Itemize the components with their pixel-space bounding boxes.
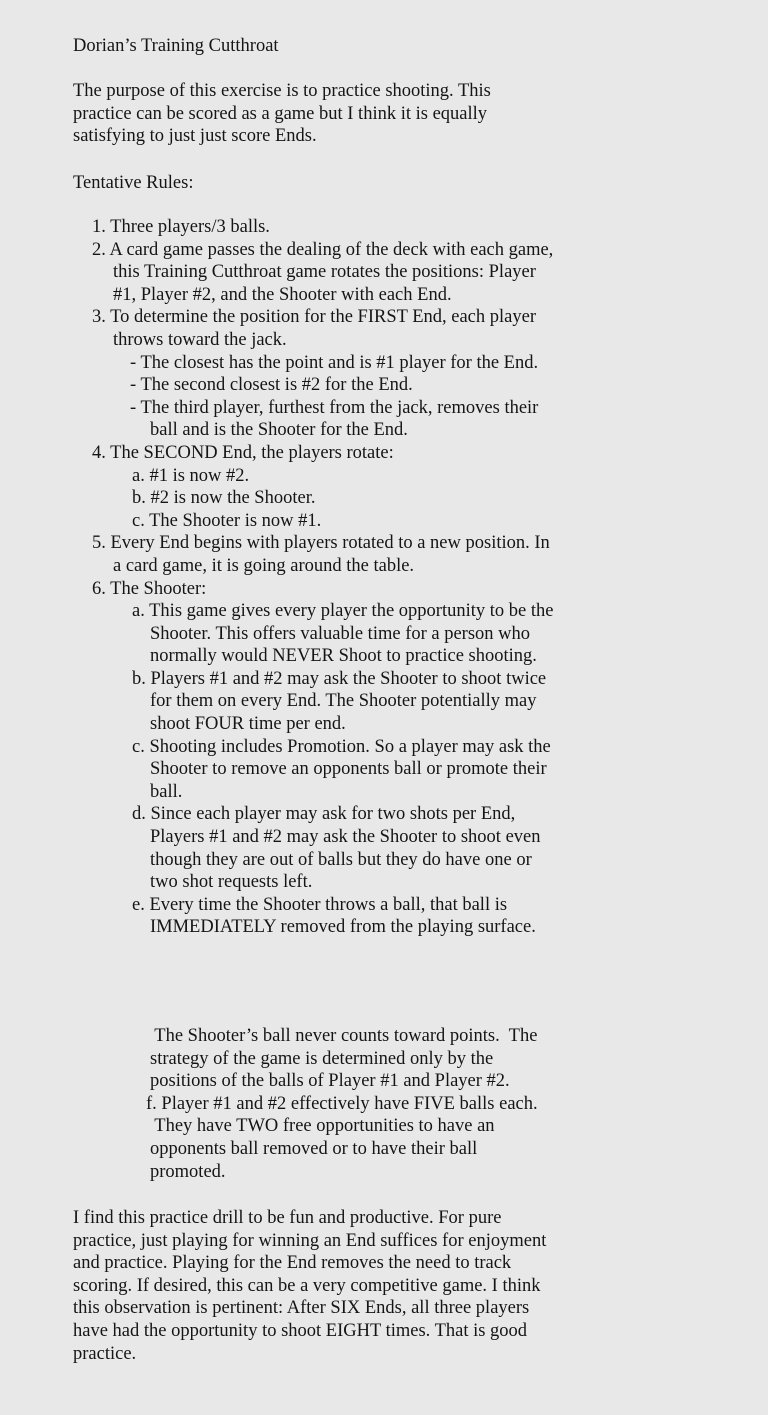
rule-1: 1. Three players/3 balls. bbox=[92, 217, 270, 237]
intro-line: satisfying to just just score Ends. bbox=[73, 126, 317, 147]
document-title bbox=[73, 35, 279, 58]
rule-4b: b. #2 is now the Shooter. bbox=[132, 488, 316, 509]
intro-line: The purpose of this exercise is to practice shooting. This bbox=[73, 81, 491, 101]
rule-3: 3. To determine the position for the FIRST End, each player bbox=[92, 307, 536, 328]
title-text: Dorian’s Training Cutthroat bbox=[73, 36, 279, 56]
closing-line: I find this practice drill to be fun and productive. For pure bbox=[73, 1208, 502, 1228]
rule-6c: c. Shooting includes Promotion. So a player may ask the bbox=[132, 736, 551, 757]
continuation-line: positions of the balls of Player #1 and Player #2. bbox=[150, 1071, 510, 1092]
rule-6b-cont: shoot FOUR time per end. bbox=[150, 714, 346, 735]
rule-6f: f. Player #1 and #2 effectively have FIVE balls each. bbox=[146, 1093, 538, 1114]
rule-4: 4. The SECOND End, the players rotate: bbox=[92, 442, 394, 463]
rule-3-dash-3: - The third player, furthest from the jack, removes their bbox=[130, 397, 539, 418]
rule-6c-cont: Shooter to remove an opponents ball or promote their bbox=[150, 759, 547, 780]
rule-4a: a. #1 is now #2. bbox=[132, 465, 250, 486]
rule-6d-cont: two shot requests left. bbox=[150, 872, 313, 893]
closing-line: this observation is pertinent: After SIX Ends, all three players bbox=[73, 1298, 530, 1319]
rule-5-cont: a card game, it is going around the table. bbox=[113, 555, 415, 576]
rule-3-cont: throws toward the jack. bbox=[113, 329, 287, 350]
rule-5: 5. Every End begins with players rotated to a new position. In bbox=[92, 533, 550, 554]
rule-6: 6. The Shooter: bbox=[92, 578, 207, 599]
rule-6c-cont: ball. bbox=[150, 781, 183, 802]
rule-2-cont: this Training Cutthroat game rotates the positions: Player bbox=[113, 262, 536, 283]
rule-6d-cont: Players #1 and #2 may ask the Shooter to shoot even bbox=[150, 827, 541, 848]
rule-3-dash-1: - The closest has the point and is #1 player for the End. bbox=[130, 352, 539, 373]
rule-6f-cont: They have TWO free opportunities to have an bbox=[150, 1116, 495, 1137]
rule-4c: c. The Shooter is now #1. bbox=[132, 510, 322, 531]
intro-paragraph bbox=[73, 80, 491, 148]
closing-paragraph bbox=[73, 1207, 546, 1365]
rules-continuation bbox=[146, 1025, 538, 1183]
rule-6a: a. This game gives every player the opportunity to be the bbox=[132, 601, 554, 622]
rule-6a-cont: normally would NEVER Shoot to practice shooting. bbox=[150, 646, 537, 667]
rule-2-cont: #1, Player #2, and the Shooter with each End. bbox=[113, 284, 452, 305]
rule-6a-cont: Shooter. This offers valuable time for a person who bbox=[150, 623, 531, 644]
rule-6b-cont: for them on every End. The Shooter potentially may bbox=[150, 691, 537, 712]
rules-heading-text: Tentative Rules: bbox=[73, 173, 194, 193]
rule-6f-cont: promoted. bbox=[150, 1161, 226, 1182]
rule-6e-cont: IMMEDIATELY removed from the playing surface. bbox=[150, 917, 536, 938]
rule-6f-cont: opponents ball removed or to have their ball bbox=[150, 1138, 478, 1159]
closing-line: and practice. Playing for the End removes the need to track bbox=[73, 1253, 512, 1274]
rules-heading bbox=[73, 172, 193, 195]
rule-3-dash-3-cont: ball and is the Shooter for the End. bbox=[150, 420, 408, 441]
rule-6d-cont: though they are out of balls but they do have one or bbox=[150, 849, 532, 870]
rule-6d: d. Since each player may ask for two shots per End, bbox=[132, 804, 516, 825]
rule-6b: b. Players #1 and #2 may ask the Shooter to shoot twice bbox=[132, 668, 547, 689]
rule-3-dash-2: - The second closest is #2 for the End. bbox=[130, 375, 413, 396]
closing-line: practice, just playing for winning an End suffices for enjoyment bbox=[73, 1230, 547, 1251]
closing-line: have had the opportunity to shoot EIGHT times. That is good bbox=[73, 1320, 528, 1341]
closing-line: practice. bbox=[73, 1343, 137, 1364]
rule-2: 2. A card game passes the dealing of the deck with each game, bbox=[92, 239, 554, 260]
continuation-line: strategy of the game is determined only by the bbox=[150, 1048, 494, 1069]
continuation-line: The Shooter’s ball never counts toward points. The bbox=[150, 1026, 538, 1046]
rules-list bbox=[92, 216, 553, 939]
rule-6e: e. Every time the Shooter throws a ball, that ball is bbox=[132, 894, 508, 915]
intro-line: practice can be scored as a game but I think it is equally bbox=[73, 103, 488, 124]
closing-line: scoring. If desired, this can be a very competitive game. I think bbox=[73, 1275, 541, 1296]
